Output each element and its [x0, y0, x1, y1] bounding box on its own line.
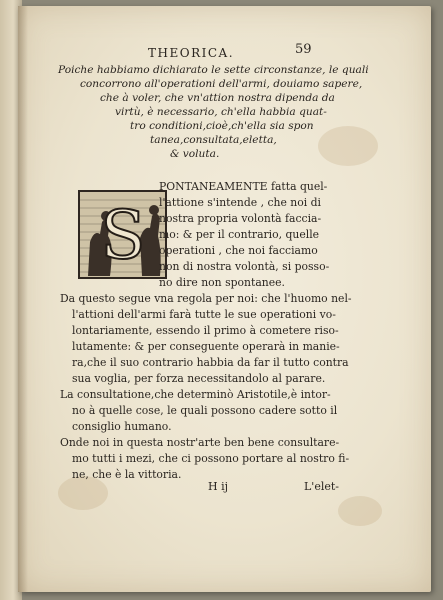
text-line: lutamente: & per conseguente operarà in manie-	[72, 340, 340, 353]
initial-letter: S	[100, 197, 146, 274]
text-line: no à quelle cose, le quali possono cadere sotto il	[72, 404, 338, 417]
summary-line: Poiche habbiamo dichiarato le sette circonstanze, le quali	[58, 64, 369, 76]
summary-line: concorrono all'operationi dell'armi, douiamo sapere,	[80, 78, 363, 90]
text-line: l'attioni dell'armi farà tutte le sue operationi vo-	[72, 308, 336, 321]
summary-line: virtù, è necessario, ch'ella habbia quat-	[115, 106, 327, 118]
text-line: ne, che è la vittoria.	[72, 468, 182, 481]
text-line: operationi , che noi facciamo	[159, 244, 318, 257]
summary-line: tanea,consultata,eletta,	[150, 134, 277, 146]
book-page	[18, 6, 431, 592]
text-line: nostra propria volontà faccia-	[159, 212, 322, 225]
gutter-shadow	[18, 6, 28, 592]
text-line: l'attione s'intende , che noi di	[159, 196, 321, 209]
summary-line: tro conditioni,cioè,ch'ella sia spon	[130, 120, 314, 132]
catchword: L'elet-	[304, 480, 340, 493]
decorated-initial	[78, 190, 167, 279]
text-line: lontariamente, essendo il primo à cometere riso-	[72, 324, 339, 337]
text-line: ra,che il suo contrario habbia da far il tutto contra	[72, 356, 349, 369]
text-line: consiglio humano.	[72, 420, 172, 433]
summary-line: che à voler, che vn'attion nostra dipenda da	[100, 92, 335, 104]
text-line: no dire non spontanee.	[159, 276, 285, 289]
text-line: Da questo segue vna regola per noi: che l'huomo nel-	[60, 292, 352, 305]
summary-line: & voluta.	[170, 148, 220, 160]
foxing-stain	[318, 126, 378, 166]
text-line: mo: & per il contrario, quelle	[159, 228, 320, 241]
text-line: Onde noi in questa nostr'arte ben bene consultare-	[60, 436, 340, 449]
foxing-stain	[338, 496, 382, 526]
text-line: mo tutti i mezi, che ci possono portare al nostro fi-	[72, 452, 350, 465]
text-line: sua voglia, per forza necessitandolo al parare.	[72, 372, 326, 385]
woodcut-initial-icon	[80, 192, 165, 277]
text-line: non di nostra volontà, si posso-	[159, 260, 330, 273]
text-line: PONTANEAMENTE fatta quel-	[159, 180, 328, 193]
page-number: 59	[295, 42, 312, 57]
text-line: La consultatione,che determinò Aristotile,è intor-	[60, 388, 331, 401]
signature-mark: H ij	[208, 480, 229, 493]
running-head: THEORICA.	[148, 46, 235, 60]
